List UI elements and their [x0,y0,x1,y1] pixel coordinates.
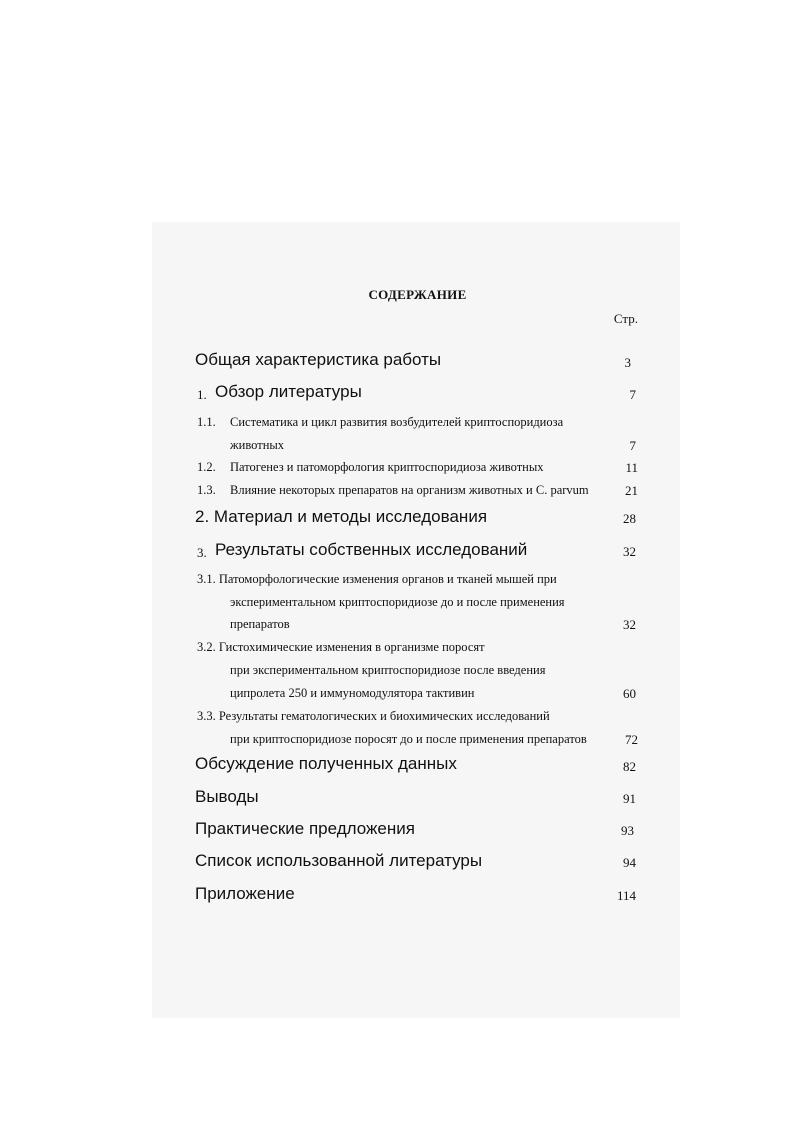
toc-entry-general: Общая характеристика работы [195,350,442,369]
toc-entry-1-1-cont: животных [230,438,285,452]
toc-entry-3: Результаты собственных исследований [215,540,528,559]
toc-entry-discussion: Обсуждение полученных данных [195,754,457,773]
toc-entry-3-3-cont: при криптоспоридиозе поросят до и после применения препаратов [230,732,587,746]
toc-entry-3-1-cont: экспериментальном криптоспоридиозе до и после применения [230,595,565,609]
toc-num-1-2: 1.2. [197,460,216,474]
toc-entry-1-2: Патогенез и патоморфология криптоспоридиоза животных [230,460,544,474]
toc-page-practical: 93 [621,823,634,838]
toc-entry-3-1-cont2: препаратов [230,617,290,631]
toc-entry-practical: Практические предложения [195,819,415,838]
toc-page-bibliography: 94 [623,855,636,870]
toc-entry-3-2: 3.2. Гистохимические изменения в организме поросят [197,640,485,654]
toc-page-conclusions: 91 [623,791,636,806]
toc-entry-3-3: 3.3. Результаты гематологических и биохимических исследований [197,709,550,723]
toc-page-2: 28 [623,511,636,526]
toc-num-1-1: 1.1. [197,415,216,429]
page-column-label: Стр. [613,311,638,326]
toc-page-1: 7 [629,387,636,402]
toc-entry-2: 2. Материал и методы исследования [195,507,488,526]
toc-entry-1: Обзор литературы [215,382,362,401]
toc-entry-1-3: Влияние некоторых препаратов на организм животных и C. parvum [230,483,589,497]
toc-page-1-3: 21 [625,483,638,498]
toc-entry-1-1: Систематика и цикл развития возбудителей криптоспоридиоза [230,415,564,429]
toc-num-1-3: 1.3. [197,483,216,497]
toc-page-3-2: 60 [623,686,636,701]
toc-entry-bibliography: Список использованной литературы [195,851,483,870]
toc-num-1: 1. [197,387,207,402]
toc-heading: СОДЕРЖАНИЕ [368,287,467,302]
toc-page-1-2: 11 [625,460,638,475]
toc-page-3-1: 32 [623,617,636,632]
toc-page-appendix: 114 [616,888,636,903]
toc-page-1-1: 7 [629,438,636,453]
toc-page-discussion: 82 [623,759,636,774]
toc-page-3-3: 72 [625,732,638,747]
toc-num-3: 3. [197,545,207,560]
toc-page-general: 3 [624,355,631,370]
toc-page-3: 32 [623,544,636,559]
toc-entry-3-2-cont2: ципролета 250 и иммуномодулятора тактивин [230,686,475,700]
toc-entry-conclusions: Выводы [195,787,259,806]
toc-entry-3-1: 3.1. Патоморфологические изменения органов и тканей мышей при [197,572,557,586]
toc-entry-3-2-cont: при экспериментальном криптоспоридиозе после введения [230,663,546,677]
toc-entry-appendix: Приложение [195,884,295,903]
